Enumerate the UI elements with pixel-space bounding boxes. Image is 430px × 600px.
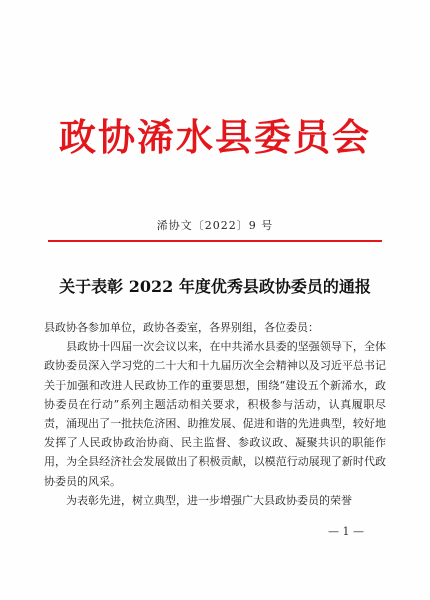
body-paragraph-1: 县政协十四届一次会议以来，在中共浠水县委的坚强领导下，全体政协委员深入学习党的二十大和十九届历次全会精神以及习近平总书记关于加强和改进人民政协工作的重要思想，围绕“建设五个新浠水，政协委员在行动”系列主题活动相关要求，积极参与活动，认真履职尽责，涌现出了一批扶危济困、助推发展、促进和谐的先进典型，较好地发挥了人民政协政治协商、民主监督、参政议政、凝聚共识的职能作用，为全县经济社会发展做出了积极贡献，以模范行动展现了新时代政协委员的风采。 (44, 340, 386, 488)
page-number: — 1 — (328, 525, 364, 538)
document-number: 浠协文〔2022〕9 号 (156, 219, 274, 232)
red-divider-line (48, 240, 382, 242)
body-paragraph-2: 为表彰先进，树立典型，进一步增强广大县政协委员的荣誉 (66, 493, 352, 507)
document-body (44, 318, 386, 510)
org-header: 政协浠水县委员会 (59, 115, 371, 159)
salutation: 县政协各参加单位，政协各委室，各界别组，各位委员： (44, 321, 319, 334)
document-title: 关于表彰 2022 年度优秀县政协委员的通报 (59, 277, 371, 296)
